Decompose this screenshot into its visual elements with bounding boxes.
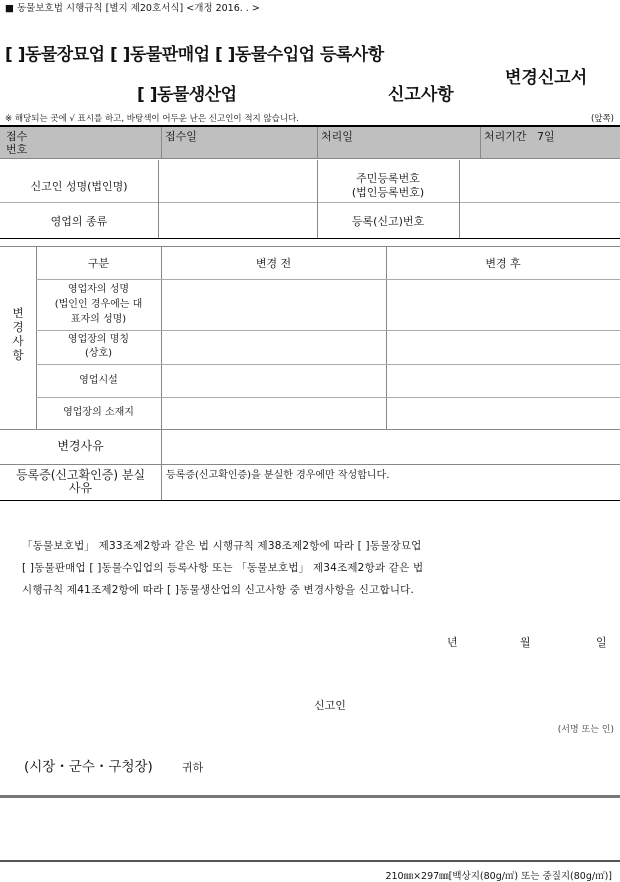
change-reason-label: 변경사유 xyxy=(57,439,104,453)
divider xyxy=(0,202,620,203)
divider xyxy=(0,795,620,798)
divider xyxy=(0,246,620,247)
row-location-label: 영업장의 소재지 xyxy=(63,407,134,418)
form-legend: ※ 해당되는 곳에 √ 표시를 하고, 바탕색이 어두운 난은 신고인이 적지 않습니다. xyxy=(5,114,299,124)
receipt-date-label: 접수일 xyxy=(165,130,197,143)
date-month-label: 월 xyxy=(520,636,531,649)
resident-number-label: 주민등록번호 xyxy=(356,172,420,185)
page-side-label: (앞쪽) xyxy=(590,114,614,124)
processing-period-label: 처리기간 xyxy=(484,130,527,143)
divider xyxy=(161,127,162,159)
location-after-field[interactable] xyxy=(387,398,619,428)
divider xyxy=(0,500,620,501)
divider xyxy=(480,127,481,159)
applicant-name-field[interactable] xyxy=(160,162,316,200)
recipient-authority: (시장・군수・구청장) xyxy=(24,759,153,775)
change-reason-field[interactable] xyxy=(162,430,619,463)
sign-or-seal-note: (서명 또는 인) xyxy=(557,725,614,735)
form-title-line2-suffix: 신고사항 xyxy=(388,85,454,105)
processed-date-label: 처리일 xyxy=(321,130,353,143)
before-column-header: 변경 전 xyxy=(255,257,292,270)
owner-name-before-field[interactable] xyxy=(162,280,385,329)
divider xyxy=(0,464,620,465)
applicant-sign-label: 신고인 xyxy=(314,699,346,712)
corporate-number-label: (법인등록번호) xyxy=(351,186,425,199)
recipient-suffix: 귀하 xyxy=(182,761,204,774)
row-facility-label: 영업시설 xyxy=(79,375,118,386)
divider xyxy=(0,860,620,862)
after-column-header: 변경 후 xyxy=(485,257,521,270)
paper-spec-footer: 210㎜×297㎜[백상지(80g/㎡) 또는 중질지(80g/㎡)] xyxy=(385,871,612,882)
processing-period-value: 7일 xyxy=(537,130,555,143)
business-name-before-field[interactable] xyxy=(162,331,385,363)
lost-reason-note: 등록증(신고확인증)을 분실한 경우에만 작성합니다. xyxy=(166,470,390,481)
category-column-header: 구분 xyxy=(87,257,110,270)
statement-line1: 「동물보호법」 제33조제2항과 같은 법 시행규칙 제38조제2항에 따라 [ ]동물장묘업 xyxy=(22,540,422,552)
registration-number-field[interactable] xyxy=(461,162,619,200)
divider xyxy=(158,160,159,238)
location-before-field[interactable] xyxy=(162,398,385,428)
applicant-name-label: 신고인 성명(법인명) xyxy=(30,180,128,193)
lost-reason-label: 등록증(신고확인증) 분실 사유 xyxy=(15,468,146,495)
facility-after-field[interactable] xyxy=(387,365,619,396)
owner-name-after-field[interactable] xyxy=(387,280,619,329)
divider xyxy=(459,160,460,238)
business-type-field[interactable] xyxy=(160,204,316,237)
business-type-label: 영업의 종류 xyxy=(50,215,108,228)
divider xyxy=(317,127,318,159)
form-title-right: 변경신고서 xyxy=(505,68,588,88)
row-owner-name-label: 영업자의 성명 (법인인 경우에는 대 표자의 성명) xyxy=(54,284,143,325)
receipt-number-label: 접수 번호 xyxy=(6,130,28,156)
date-year-label: 년 xyxy=(447,636,458,649)
form-title-line2: [ ]동물생산업 xyxy=(137,85,237,105)
business-name-after-field[interactable] xyxy=(387,331,619,363)
divider xyxy=(0,238,620,239)
changes-side-label: 변 경 사 항 xyxy=(12,306,24,362)
row-business-name-label: 영업장의 명칭 (상호) xyxy=(67,334,130,359)
license-number-field[interactable] xyxy=(461,204,619,237)
facility-before-field[interactable] xyxy=(162,365,385,396)
receipt-band xyxy=(0,125,620,159)
form-reference-note: ■ 동물보호법 시행규칙 [별지 제20호서식] <개정 2016. . > xyxy=(5,3,260,14)
statement-line2: [ ]동물판매업 [ ]동물수입업의 등록사항 또는 「동물보호법」 제34조제2항과 같은 법 xyxy=(22,562,424,574)
statement-line3: 시행규칙 제41조제2항에 따라 [ ]동물생산업의 신고사항 중 변경사항을 신고합니다. xyxy=(22,584,415,596)
license-number-label: 등록(신고)번호 xyxy=(351,215,425,228)
form-title-line1: [ ]동물장묘업 [ ]동물판매업 [ ]동물수입업 등록사항 xyxy=(5,45,384,65)
date-day-label: 일 xyxy=(596,636,607,649)
